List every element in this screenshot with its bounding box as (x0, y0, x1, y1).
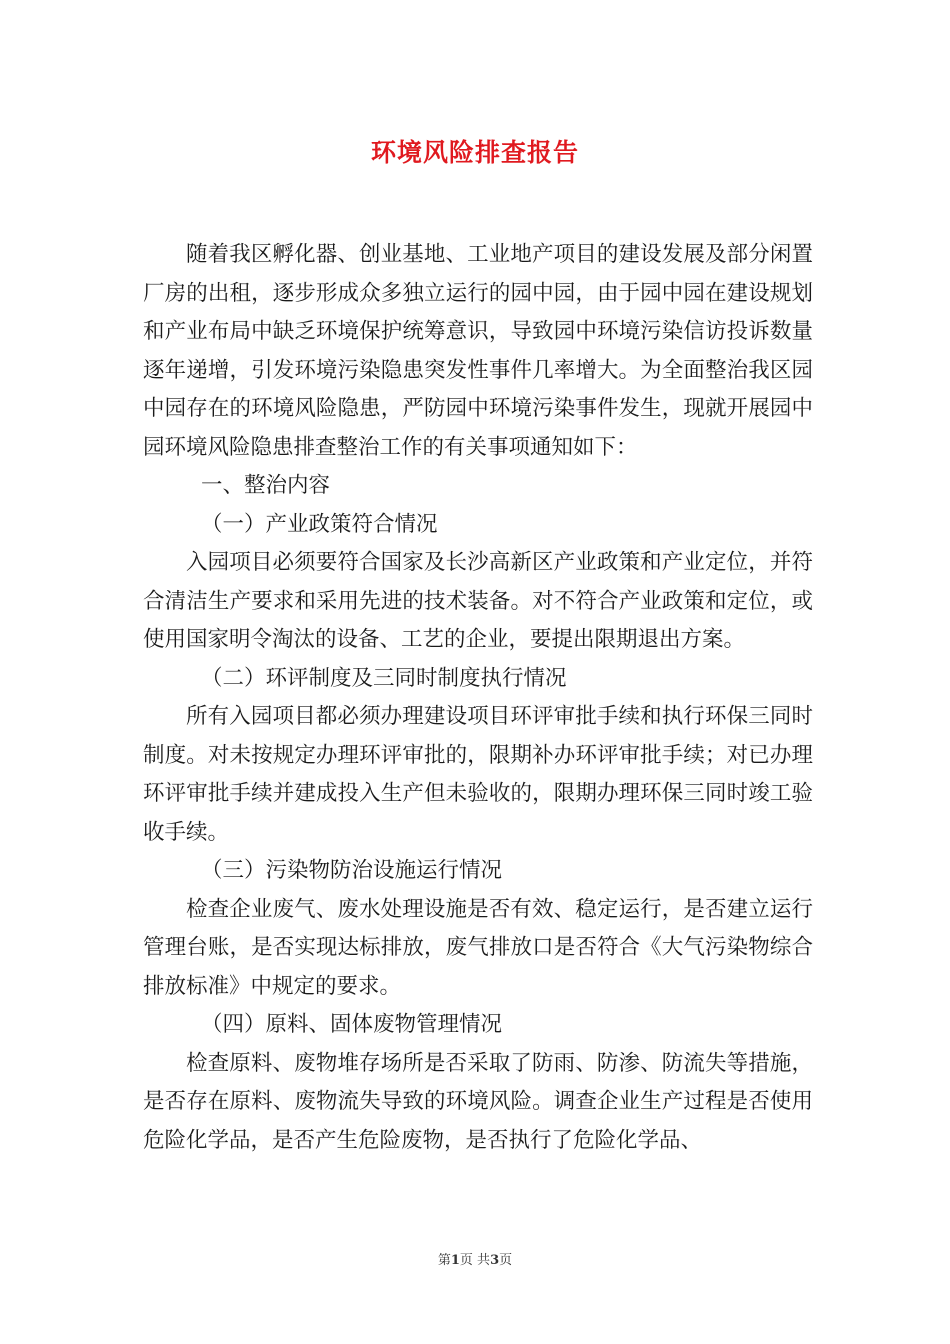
subsection-heading: （三）污染物防治设施运行情况 (201, 858, 503, 883)
subsection-paragraph: 检查企业废气、废水处理设施是否有效、稳定运行，是否建立运行管理台账，是否实现达标排放，废气排放口是否符合《大气污染物综合排放标准》中规定的要求。 (143, 896, 813, 999)
section-heading: 一、整治内容 (201, 473, 331, 498)
page-footer (0, 1249, 950, 1268)
subsection-heading: （二）环评制度及三同时制度执行情况 (201, 665, 567, 691)
current-page-number: 1 (450, 1253, 460, 1268)
subsection-heading: （一）产业政策符合情况 (201, 511, 438, 537)
footer-middle: 页 共 (459, 1253, 491, 1268)
subsection-heading: （四）原料、固体废物管理情况 (201, 1012, 503, 1037)
subsection-paragraph: 入园项目必须要符合国家及长沙高新区产业政策和产业定位，并符合清洁生产要求和采用先进的技术装备。对不符合产业政策和定位，或使用国家明令淘汰的设备、工艺的企业，要提出限期退出方案。 (143, 550, 813, 652)
total-pages-number: 3 (490, 1253, 500, 1268)
footer-prefix: 第 (437, 1253, 451, 1268)
intro-paragraph: 随着我区孵化器、创业基地、工业地产项目的建设发展及部分闲置厂房的出租，逐步形成众多独立运行的园中园，由于园中园在建设规划和产业布局中缺乏环境保护统筹意识，导致园中环境污染信访投诉数量逐年递增，引发环境污染隐患突发性事件几率增大。为全面整治我区园中园存在的环境风险隐患，严防园中环境污染事件发生，现就开展园中园环境风险隐患排查整治工作的有关事项通知如下： (143, 242, 813, 460)
page-title: 环境风险排查报告 (370, 138, 579, 167)
document-body (143, 236, 813, 1160)
subsection-paragraph: 所有入园项目都必须办理建设项目环评审批手续和执行环保三同时制度。对未按规定办理环评审批的，限期补办环评审批手续；对已办理环评审批手续并建成投入生产但未验收的，限期办理环保三同时竣工验收手续。 (143, 704, 813, 845)
subsection-paragraph: 检查原料、废物堆存场所是否采取了防雨、防渗、防流失等措施，是否存在原料、废物流失导致的环境风险。调查企业生产过程是否使用危险化学品，是否产生危险废物，是否执行了危险化学品、 (143, 1050, 813, 1153)
footer-suffix: 页 (499, 1253, 513, 1268)
